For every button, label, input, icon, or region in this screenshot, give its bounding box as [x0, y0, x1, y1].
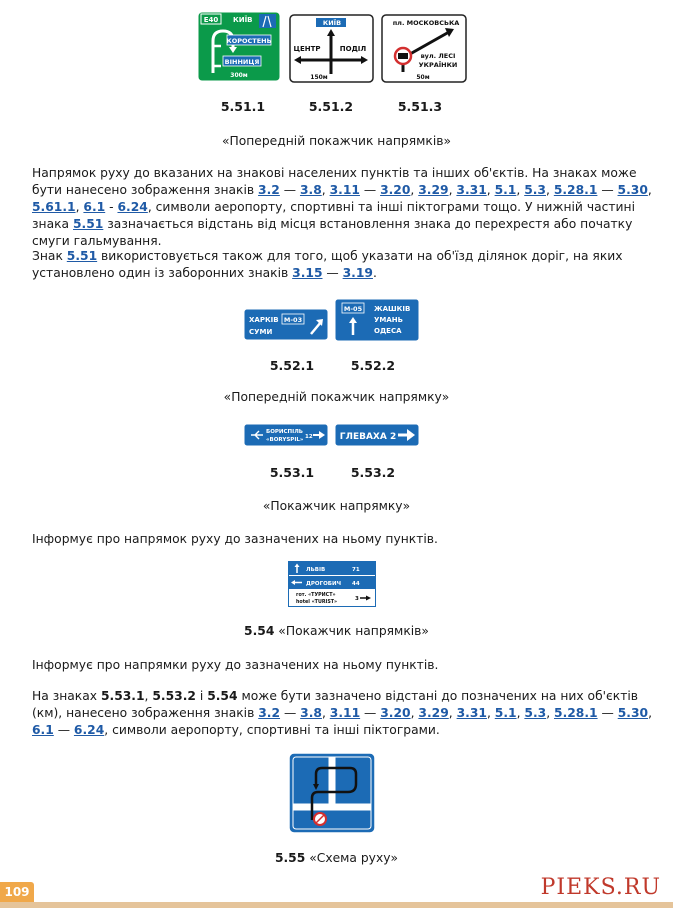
site-watermark: PIEKS.RU	[540, 875, 661, 900]
distance-label: 3	[355, 596, 359, 602]
sign-code: 5.51.1	[220, 99, 266, 114]
city-label: ХАРКІВ	[249, 316, 279, 324]
sign-5-55	[288, 752, 376, 834]
sign-link[interactable]: 6.24	[117, 200, 148, 214]
sign-link[interactable]: 5.1	[494, 183, 517, 197]
sign-5-52-2	[334, 298, 420, 342]
paragraph-5-51-detour: Знак 5.51 використовується також для того, щоб указати на об'їзд ділянок доріг, на яких установлено один із заборонних знаків 3.15 — 3.19.	[32, 249, 623, 280]
sign-5-51-2	[289, 14, 374, 83]
sign-link[interactable]: 5.28.1	[554, 706, 598, 720]
road-code-label: М-05	[343, 305, 363, 313]
sign-link[interactable]: 3.8	[299, 183, 322, 197]
city-label: ДРОГОБИЧ	[306, 581, 342, 587]
sign-link[interactable]: 5.30	[617, 183, 648, 197]
distance-label: 71	[352, 567, 360, 573]
city-label: КИЇВ	[233, 16, 253, 24]
city-label: «BORYSPIL»	[266, 437, 304, 443]
sign-5-53-1	[243, 423, 329, 447]
sign-link[interactable]: 3.8	[300, 706, 322, 720]
sign-link[interactable]: 5.51	[73, 217, 104, 231]
sign-code: 5.52.1	[269, 358, 315, 373]
city-label: ЛЬВІВ	[306, 567, 326, 573]
sign-code: 5.51.2	[308, 99, 354, 114]
city-label: КОРОСТЕНЬ	[226, 37, 272, 45]
distance-label: 12	[305, 434, 313, 440]
road-code-label: М-03	[283, 316, 303, 324]
sign-5-52-1	[243, 308, 329, 341]
sign-5-51-1	[197, 11, 281, 82]
paragraph-5-54: Інформує про напрямки руху до зазначених на ньому пунктів.	[32, 658, 439, 672]
sign-link[interactable]: 6.1	[83, 200, 106, 214]
street-label: пл. МОСКОВСЬКА	[392, 19, 460, 27]
sign-link[interactable]: 3.31	[456, 706, 487, 720]
sign-code: 5.51.3	[397, 99, 443, 114]
city-label: УМАНЬ	[374, 316, 403, 324]
sign-code: 5.53.2	[350, 465, 396, 480]
sign-caption: «Покажчик напрямку»	[262, 499, 411, 513]
sign-link[interactable]: 3.2	[258, 183, 280, 197]
sign-link[interactable]: 3.29	[418, 183, 449, 197]
sign-link[interactable]: 6.24	[73, 723, 105, 737]
sign-link[interactable]: 5.30	[617, 706, 649, 720]
direction-label: ПОДІЛ	[339, 45, 367, 53]
sign-caption: «Попередній покажчик напрямків»	[221, 134, 452, 148]
city-label: ВІННИЦЯ	[224, 58, 260, 66]
sign-link[interactable]: 3.11	[329, 183, 360, 197]
city-label: ЖАШКІВ	[374, 305, 411, 313]
direction-label: ЦЕНТР	[293, 45, 321, 53]
sign-link[interactable]: 3.20	[380, 706, 411, 720]
sign-link[interactable]: 6.1	[32, 723, 54, 737]
sign-code: 5.52.2	[350, 358, 396, 373]
distance-label: 50м	[416, 74, 430, 81]
sign-caption-5-54: 5.54 «Покажчик напрямків»	[244, 624, 429, 638]
sign-caption: «Попередній покажчик напрямку»	[223, 390, 450, 404]
footer-bar	[0, 902, 673, 908]
sign-link[interactable]: 5.28.1	[553, 183, 598, 197]
sign-link[interactable]: 3.29	[418, 706, 449, 720]
street-label: вул. ЛЕСІ	[420, 52, 456, 60]
sign-5-51-3	[381, 14, 467, 83]
sign-link[interactable]: 5.61.1	[32, 200, 76, 214]
hotel-label: hotel «TURIST»	[296, 600, 338, 605]
paragraph-5-53: Інформує про напрямок руху до зазначених на ньому пунктів.	[32, 532, 438, 546]
distance-label: 150м	[310, 74, 328, 81]
sign-link[interactable]: 5.3	[524, 706, 547, 720]
paragraph-5-51: Напрямок руху до вказаних на знакові населених пунктів та інших об'єктів. На знаках може бути нанесено зображення знаків 3.2 — 3.8, 3.11 — 3.20, 3.29, 3.31, 5.1, 5.3, 5.28.1 — 5.30, 5.61.1, 6.1 - 6.24, символи аеропорту, спортивні та інші піктограми тощо. У нижній частині знака 5.51 зазначається відстань від місця встановлення знака до перехрестя або початку смуги гальмування.	[32, 166, 652, 248]
road-code-label: E40	[203, 16, 219, 24]
sign-5-53-2	[334, 423, 420, 447]
city-label: ГЛЕВАХА 2	[339, 432, 397, 442]
street-label: УКРАЇНКИ	[418, 61, 458, 69]
distance-label: 300м	[230, 72, 248, 79]
sign-caption-5-55: 5.55 «Схема руху»	[274, 851, 399, 865]
sign-code: 5.53.1	[269, 465, 315, 480]
sign-link[interactable]: 5.51	[66, 249, 98, 263]
page-number: 109	[0, 882, 34, 902]
sign-link[interactable]: 3.20	[380, 183, 411, 197]
distance-label: 44	[352, 581, 360, 587]
sign-link[interactable]: 3.2	[258, 706, 281, 720]
sign-link[interactable]: 5.3	[524, 183, 546, 197]
sign-link[interactable]: 5.1	[494, 706, 517, 720]
sign-link[interactable]: 3.11	[329, 706, 361, 720]
city-label: БОРИСПІЛЬ	[266, 429, 303, 435]
sign-link[interactable]: 3.15	[292, 266, 323, 280]
city-label: ОДЕСА	[374, 327, 402, 335]
city-label: СУМИ	[249, 328, 273, 336]
city-label: КИЇВ	[322, 19, 342, 27]
hotel-label: гот. «ТУРИСТ»	[296, 593, 336, 598]
sign-link[interactable]: 3.19	[342, 266, 373, 280]
paragraph-distances: На знаках 5.53.1, 5.53.2 і 5.54 може бути зазначено відстані до позначених на них об'єктів (км), нанесено зображення знаків 3.2 — 3.8, 3.11 — 3.20, 3.29, 3.31, 5.1, 5.3, 5.28.1 — 5.30, 6.1 — 6.24, символи аеропорту, спортивні та інші піктограми.	[32, 689, 652, 737]
sign-link[interactable]: 3.31	[456, 183, 487, 197]
sign-5-54	[288, 561, 376, 607]
